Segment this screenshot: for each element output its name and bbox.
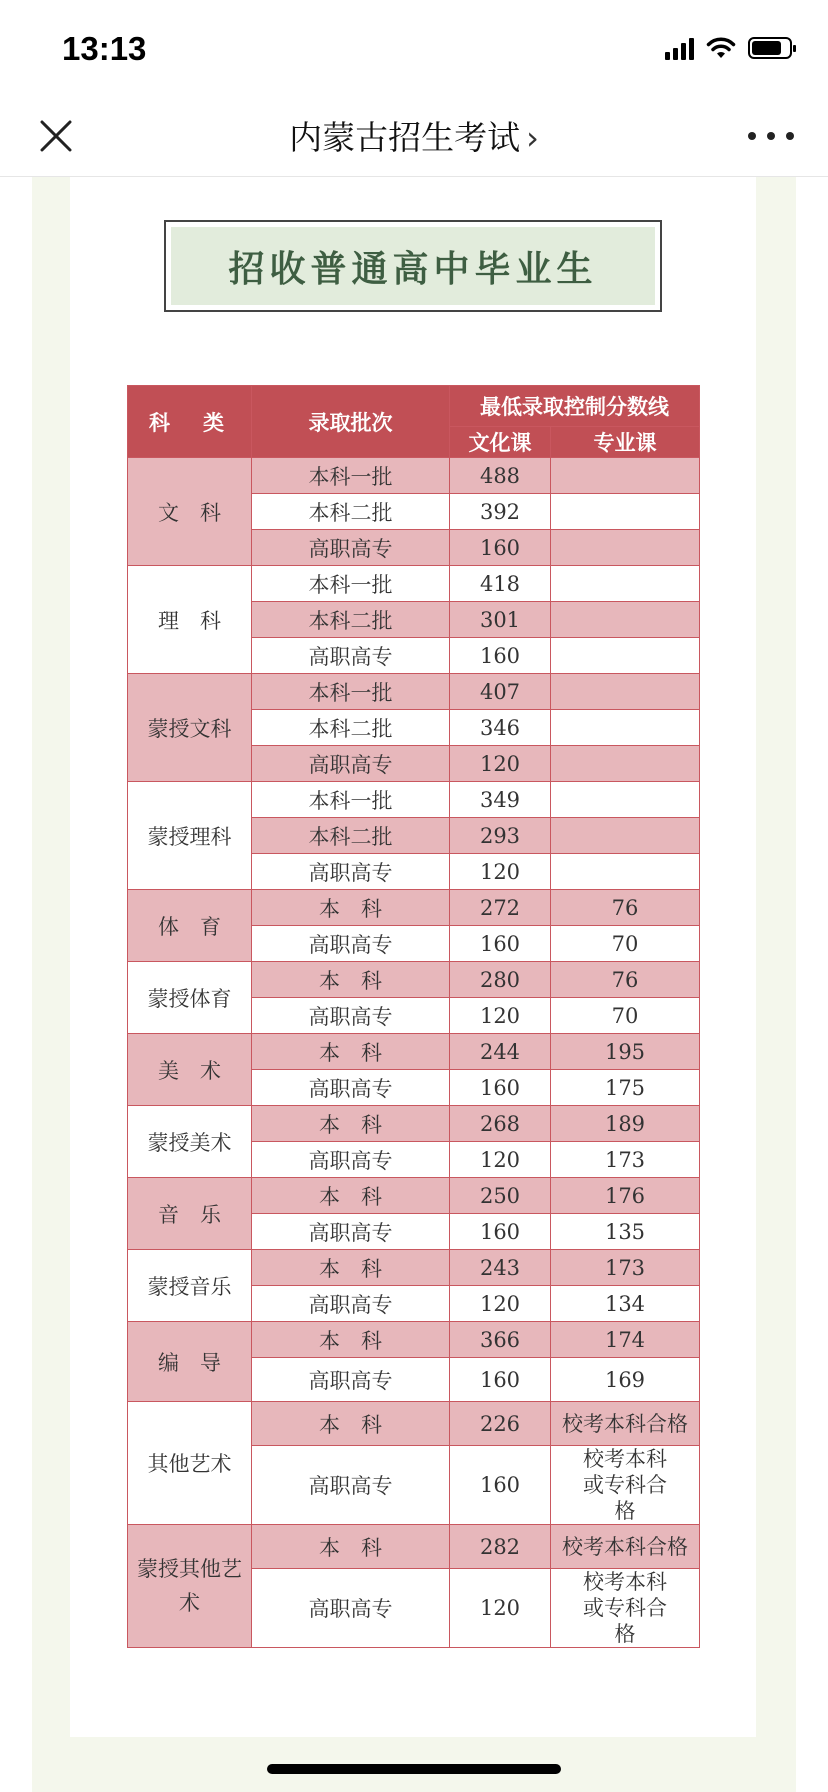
table-row (128, 890, 700, 926)
category-cell: 蒙授体育 (128, 962, 252, 1034)
professional-score-cell: 76 (551, 962, 700, 998)
page-heading: 招收普通高中毕业生 (171, 227, 655, 305)
score-table (127, 385, 700, 1648)
batch-cell: 本科一批 (252, 566, 450, 602)
professional-score-cell: 校考本科合格 (551, 1402, 700, 1446)
culture-score-cell: 366 (450, 1322, 551, 1358)
culture-score-cell: 160 (450, 926, 551, 962)
professional-score-cell (551, 674, 700, 710)
batch-cell: 本科一批 (252, 458, 450, 494)
category-cell: 蒙授理科 (128, 782, 252, 890)
category-cell: 蒙授音乐 (128, 1250, 252, 1322)
category-cell: 音 乐 (128, 1178, 252, 1250)
professional-score-cell (551, 746, 700, 782)
professional-score-cell: 76 (551, 890, 700, 926)
table-row (128, 1525, 700, 1569)
category-cell: 蒙授文科 (128, 674, 252, 782)
category-cell: 美 术 (128, 1034, 252, 1106)
culture-score-cell: 120 (450, 1569, 551, 1648)
culture-score-cell: 160 (450, 1070, 551, 1106)
batch-cell: 本科一批 (252, 782, 450, 818)
nav-bar (0, 96, 828, 177)
more-icon-dot (786, 132, 794, 140)
culture-score-cell: 243 (450, 1250, 551, 1286)
table-row (128, 1402, 700, 1446)
culture-score-cell: 120 (450, 854, 551, 890)
culture-score-cell: 346 (450, 710, 551, 746)
culture-score-cell: 293 (450, 818, 551, 854)
batch-cell: 高职高专 (252, 638, 450, 674)
status-time: 13:13 (62, 30, 147, 67)
batch-cell: 本科二批 (252, 494, 450, 530)
professional-score-cell: 135 (551, 1214, 700, 1250)
chevron-right-icon: › (526, 119, 539, 157)
professional-score-cell (551, 710, 700, 746)
table-row (128, 1034, 700, 1070)
batch-cell: 本 科 (252, 1525, 450, 1569)
batch-cell: 本 科 (252, 1322, 450, 1358)
professional-score-cell: 175 (551, 1070, 700, 1106)
category-cell: 体 育 (128, 890, 252, 962)
status-bar (0, 0, 828, 96)
batch-cell: 本科一批 (252, 674, 450, 710)
professional-score-cell: 校考本科或专科合格 (551, 1569, 700, 1648)
score-table-body (128, 458, 700, 1648)
category-cell: 其他艺术 (128, 1402, 252, 1525)
table-row (128, 1106, 700, 1142)
table-row (128, 566, 700, 602)
culture-score-cell: 272 (450, 890, 551, 926)
table-row (128, 962, 700, 998)
professional-score-cell: 173 (551, 1250, 700, 1286)
batch-cell: 高职高专 (252, 854, 450, 890)
table-row (128, 674, 700, 710)
batch-cell: 本 科 (252, 962, 450, 998)
professional-score-cell (551, 854, 700, 890)
batch-cell: 本 科 (252, 890, 450, 926)
nav-title-text: 内蒙古招生考试 (289, 118, 521, 157)
category-cell: 蒙授美术 (128, 1106, 252, 1178)
professional-score-cell (551, 494, 700, 530)
culture-score-cell: 280 (450, 962, 551, 998)
batch-cell: 高职高专 (252, 1446, 450, 1525)
batch-cell: 高职高专 (252, 746, 450, 782)
batch-cell: 高职高专 (252, 1569, 450, 1648)
professional-score-cell (551, 530, 700, 566)
batch-cell: 高职高专 (252, 1358, 450, 1402)
table-row (128, 458, 700, 494)
more-button[interactable] (748, 126, 794, 146)
batch-cell: 高职高专 (252, 1070, 450, 1106)
status-icons (665, 34, 792, 62)
wifi-icon (706, 36, 736, 60)
signal-icon (665, 36, 694, 60)
professional-score-cell: 195 (551, 1034, 700, 1070)
culture-score-cell: 282 (450, 1525, 551, 1569)
heading-box (164, 220, 662, 312)
more-icon-dot (748, 132, 756, 140)
professional-score-cell: 校考本科或专科合格 (551, 1446, 700, 1525)
batch-cell: 本科二批 (252, 710, 450, 746)
culture-score-cell: 120 (450, 1286, 551, 1322)
culture-score-cell: 392 (450, 494, 551, 530)
batch-cell: 高职高专 (252, 1142, 450, 1178)
culture-score-cell: 160 (450, 1358, 551, 1402)
professional-score-cell (551, 458, 700, 494)
more-icon-dot (767, 132, 775, 140)
professional-score-cell: 176 (551, 1178, 700, 1214)
category-cell: 编 导 (128, 1322, 252, 1402)
batch-cell: 高职高专 (252, 1214, 450, 1250)
header-batch: 录取批次 (252, 386, 450, 458)
batch-cell: 高职高专 (252, 926, 450, 962)
header-culture: 文化课 (450, 427, 551, 458)
culture-score-cell: 226 (450, 1402, 551, 1446)
culture-score-cell: 120 (450, 1142, 551, 1178)
culture-score-cell: 407 (450, 674, 551, 710)
culture-score-cell: 160 (450, 1214, 551, 1250)
culture-score-cell: 160 (450, 1446, 551, 1525)
culture-score-cell: 160 (450, 638, 551, 674)
batch-cell: 本科二批 (252, 818, 450, 854)
professional-score-cell: 169 (551, 1358, 700, 1402)
batch-cell: 本 科 (252, 1250, 450, 1286)
culture-score-cell: 268 (450, 1106, 551, 1142)
batch-cell: 本 科 (252, 1106, 450, 1142)
header-professional: 专业课 (551, 427, 700, 458)
batch-cell: 高职高专 (252, 530, 450, 566)
category-cell: 理 科 (128, 566, 252, 674)
nav-title[interactable] (0, 112, 828, 159)
table-row (128, 1178, 700, 1214)
professional-score-cell: 70 (551, 998, 700, 1034)
batch-cell: 本 科 (252, 1034, 450, 1070)
professional-score-cell (551, 818, 700, 854)
battery-icon (748, 37, 792, 59)
batch-cell: 高职高专 (252, 1286, 450, 1322)
home-indicator[interactable] (267, 1764, 561, 1774)
culture-score-cell: 244 (450, 1034, 551, 1070)
professional-score-cell (551, 602, 700, 638)
professional-score-cell (551, 782, 700, 818)
professional-score-cell: 70 (551, 926, 700, 962)
culture-score-cell: 349 (450, 782, 551, 818)
professional-score-cell: 134 (551, 1286, 700, 1322)
batch-cell: 高职高专 (252, 998, 450, 1034)
table-row (128, 1250, 700, 1286)
table-row (128, 1322, 700, 1358)
batch-cell: 本 科 (252, 1402, 450, 1446)
category-cell: 文 科 (128, 458, 252, 566)
batch-cell: 本 科 (252, 1178, 450, 1214)
culture-score-cell: 120 (450, 746, 551, 782)
professional-score-cell (551, 638, 700, 674)
professional-score-cell: 173 (551, 1142, 700, 1178)
professional-score-cell: 校考本科合格 (551, 1525, 700, 1569)
category-cell: 蒙授其他艺术 (128, 1525, 252, 1648)
batch-cell: 本科二批 (252, 602, 450, 638)
culture-score-cell: 160 (450, 530, 551, 566)
header-min-score: 最低录取控制分数线 (450, 386, 700, 427)
culture-score-cell: 488 (450, 458, 551, 494)
professional-score-cell: 174 (551, 1322, 700, 1358)
professional-score-cell (551, 566, 700, 602)
professional-score-cell: 189 (551, 1106, 700, 1142)
header-category: 科 类 (128, 386, 252, 458)
culture-score-cell: 301 (450, 602, 551, 638)
table-row (128, 782, 700, 818)
culture-score-cell: 250 (450, 1178, 551, 1214)
culture-score-cell: 120 (450, 998, 551, 1034)
culture-score-cell: 418 (450, 566, 551, 602)
